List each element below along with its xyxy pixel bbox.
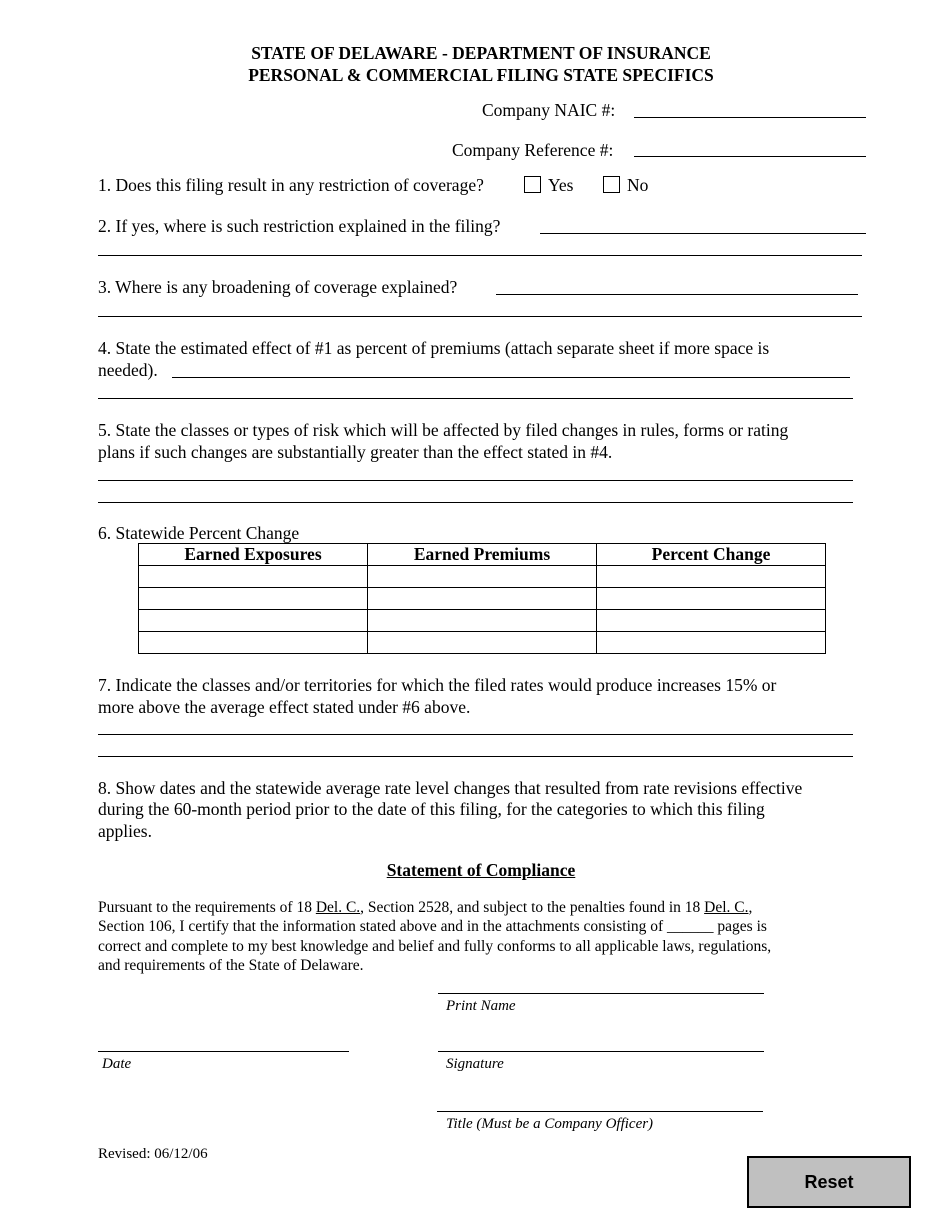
compliance-line-2: Section 106, I certify that the information stated above and in the attachments consisting of ______ pages is — [98, 918, 767, 935]
reset-button[interactable]: Reset — [747, 1156, 911, 1208]
date-label: Date — [102, 1056, 132, 1072]
naic-input[interactable] — [634, 117, 866, 118]
yes-checkbox[interactable] — [524, 176, 541, 193]
question-2: 2. If yes, where is such restriction explained in the filing? — [98, 216, 501, 236]
table-cell[interactable] — [368, 588, 597, 610]
question-4-line-1: 4. State the estimated effect of #1 as percent of premiums (attach separate sheet if more space is — [98, 338, 770, 358]
naic-label: Company NAIC #: — [482, 100, 616, 120]
q5-answer-line-1[interactable] — [98, 480, 853, 481]
question-5-line-1: 5. State the classes or types of risk which will be affected by filed changes in rules, forms or rating — [98, 420, 789, 440]
q3-answer-line-1[interactable] — [496, 294, 858, 295]
table-cell[interactable] — [597, 566, 826, 588]
table-cell[interactable] — [139, 610, 368, 632]
table-cell[interactable] — [139, 566, 368, 588]
compliance-text-b: , Section 2528, and subject to the penalties found in 18 — [360, 899, 705, 916]
question-6: 6. Statewide Percent Change — [98, 523, 300, 543]
del-c-ref-2: Del. C. — [704, 899, 749, 916]
table-cell[interactable] — [597, 632, 826, 654]
form-title-line-1: STATE OF DELAWARE - DEPARTMENT OF INSURANCE — [251, 43, 711, 63]
compliance-heading: Statement of Compliance — [386, 860, 576, 880]
print-name-label: Print Name — [446, 998, 516, 1014]
title-label: Title (Must be a Company Officer) — [446, 1116, 654, 1132]
q2-answer-line-2[interactable] — [98, 255, 862, 256]
question-3: 3. Where is any broadening of coverage explained? — [98, 277, 458, 297]
q2-answer-line-1[interactable] — [540, 233, 866, 234]
question-8-line-3: applies. — [98, 821, 152, 841]
header-percent-change: Percent Change — [597, 544, 826, 566]
header-earned-premiums: Earned Premiums — [368, 544, 597, 566]
q7-answer-line-2[interactable] — [98, 756, 853, 757]
question-5-line-2: plans if such changes are substantially greater than the effect stated in #4. — [98, 442, 613, 462]
compliance-text-a: Pursuant to the requirements of 18 — [98, 899, 316, 916]
header-earned-exposures: Earned Exposures — [139, 544, 368, 566]
table-cell[interactable] — [139, 632, 368, 654]
compliance-line-4: and requirements of the State of Delaware. — [98, 957, 364, 974]
question-8-line-2: during the 60-month period prior to the date of this filing, for the categories to which this filing — [98, 799, 765, 819]
compliance-line-1 — [98, 898, 752, 918]
question-7-line-1: 7. Indicate the classes and/or territories for which the filed rates would produce increases 15% or — [98, 675, 777, 695]
reference-input[interactable] — [634, 156, 866, 157]
title-line[interactable] — [437, 1111, 763, 1112]
table-cell[interactable] — [368, 566, 597, 588]
compliance-line-3: correct and complete to my best knowledge and belief and fully conforms to all applicable laws, regulations, — [98, 938, 772, 955]
no-checkbox[interactable] — [603, 176, 620, 193]
percent-change-table — [138, 543, 826, 654]
signature-label: Signature — [446, 1056, 504, 1072]
yes-label: Yes — [548, 175, 574, 195]
signature-line[interactable] — [438, 1051, 764, 1052]
question-7-line-2: more above the average effect stated under #6 above. — [98, 697, 471, 717]
q4-answer-line-2[interactable] — [98, 398, 853, 399]
table-cell[interactable] — [368, 610, 597, 632]
q7-answer-line-1[interactable] — [98, 734, 853, 735]
question-1: 1. Does this filing result in any restriction of coverage? — [98, 175, 484, 195]
del-c-ref-1: Del. C. — [315, 899, 361, 916]
table-cell[interactable] — [368, 632, 597, 654]
table-header-row — [139, 544, 826, 566]
table-row — [139, 610, 826, 632]
table-row — [139, 566, 826, 588]
table-row — [139, 588, 826, 610]
question-4-line-2: needed). — [98, 360, 158, 380]
reference-label: Company Reference #: — [452, 140, 614, 160]
table-cell[interactable] — [139, 588, 368, 610]
question-8-line-1: 8. Show dates and the statewide average rate level changes that resulted from rate revisions effective — [98, 778, 803, 798]
print-name-line[interactable] — [438, 993, 764, 994]
date-line[interactable] — [98, 1051, 349, 1052]
q3-answer-line-2[interactable] — [98, 316, 862, 317]
revised-date: Revised: 06/12/06 — [98, 1146, 208, 1162]
q4-answer-line-1[interactable] — [172, 377, 850, 378]
table-row — [139, 632, 826, 654]
form-title-line-2: PERSONAL & COMMERCIAL FILING STATE SPECIFICS — [248, 65, 714, 85]
table-cell[interactable] — [597, 588, 826, 610]
table-cell[interactable] — [597, 610, 826, 632]
compliance-text-c: , — [748, 899, 753, 916]
q5-answer-line-2[interactable] — [98, 502, 853, 503]
no-label: No — [627, 175, 649, 195]
